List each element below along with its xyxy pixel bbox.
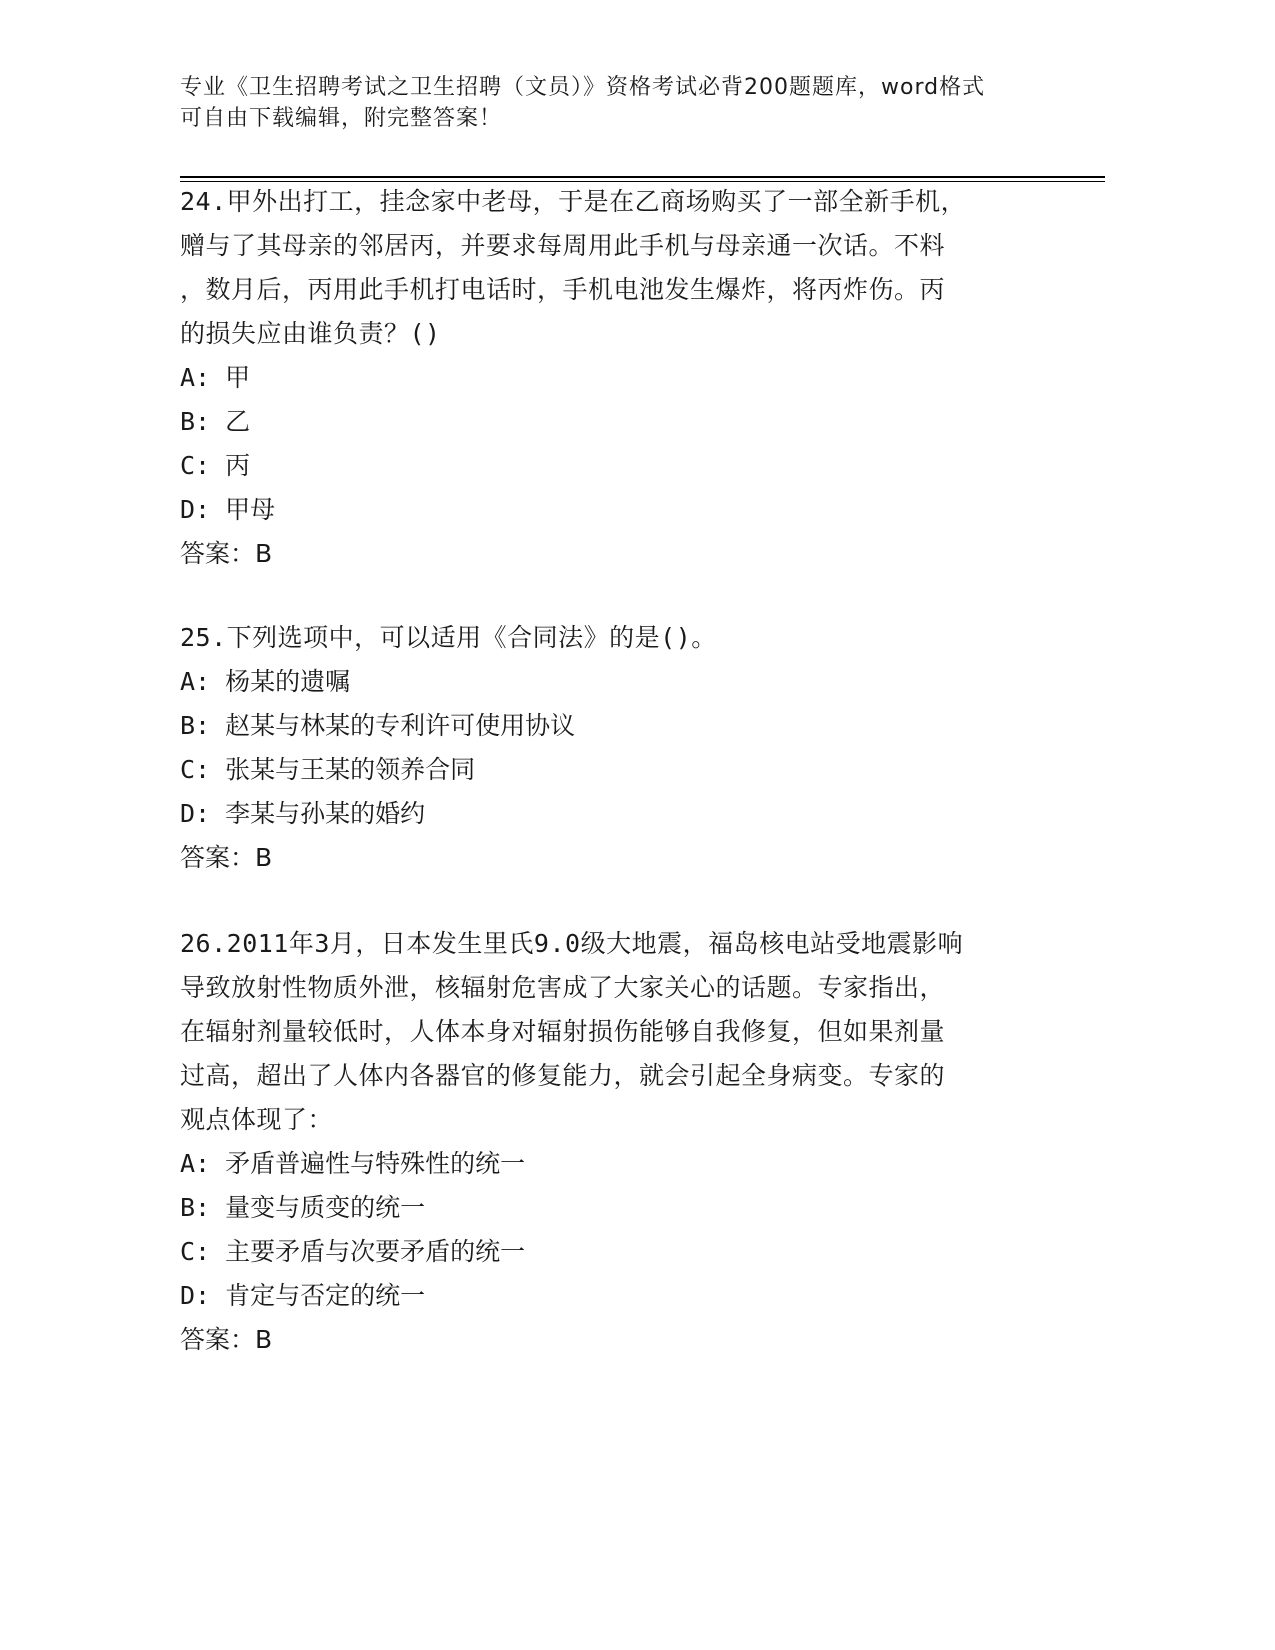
option-c: C: 张某与王某的领养合同: [180, 755, 476, 784]
question-24: [180, 180, 1060, 576]
option-d: D: 甲母: [180, 495, 276, 524]
question-text-line: 25.下列选项中，可以适用《合同法》的是()。: [180, 623, 717, 652]
header-line-1: 专业《卫生招聘考试之卫生招聘（文员）》资格考试必背200题题库，word格式: [180, 75, 986, 100]
question-text-line: 24.甲外出打工，挂念家中老母，于是在乙商场购买了一部全新手机，: [180, 187, 967, 216]
option-a: A: 杨某的遗嘱: [180, 667, 351, 696]
question-text-line: 在辐射剂量较低时，人体本身对辐射损伤能够自我修复，但如果剂量: [180, 1017, 946, 1046]
header-line-2: 可自由下载编辑，附完整答案！: [180, 106, 503, 131]
option-c: C: 主要矛盾与次要矛盾的统一: [180, 1237, 526, 1266]
question-text-line: 过高，超出了人体内各器官的修复能力，就会引起全身病变。专家的: [180, 1061, 946, 1090]
question-text-line: 26.2011年3月，日本发生里氏9.0级大地震，福岛核电站受地震影响: [180, 929, 964, 958]
answer-text: 答案：B: [180, 1325, 273, 1354]
header-divider-thick: [180, 176, 1105, 178]
question-text-line: 赠与了其母亲的邻居丙，并要求每周用此手机与母亲通一次话。不料: [180, 231, 946, 260]
question-text-line: ，数月后，丙用此手机打电话时，手机电池发生爆炸，将丙炸伤。丙: [180, 275, 946, 304]
option-a: A: 矛盾普遍性与特殊性的统一: [180, 1149, 526, 1178]
question-26: [180, 922, 1060, 1362]
question-text-line: 的损失应由谁负责？(): [180, 319, 441, 348]
question-text-line: 观点体现了：: [180, 1105, 334, 1134]
question-text-line: 导致放射性物质外泄，核辐射危害成了大家关心的话题。专家指出，: [180, 973, 946, 1002]
answer-text: 答案：B: [180, 539, 273, 568]
option-d: D: 肯定与否定的统一: [180, 1281, 426, 1310]
option-b: B: 乙: [180, 407, 251, 436]
option-b: B: 量变与质变的统一: [180, 1193, 426, 1222]
question-25: [180, 616, 1060, 880]
option-b: B: 赵某与林某的专利许可使用协议: [180, 711, 576, 740]
option-a: A: 甲: [180, 363, 251, 392]
option-c: C: 丙: [180, 451, 251, 480]
answer-text: 答案：B: [180, 843, 273, 872]
document-header: [180, 72, 1040, 134]
option-d: D: 李某与孙某的婚约: [180, 799, 426, 828]
